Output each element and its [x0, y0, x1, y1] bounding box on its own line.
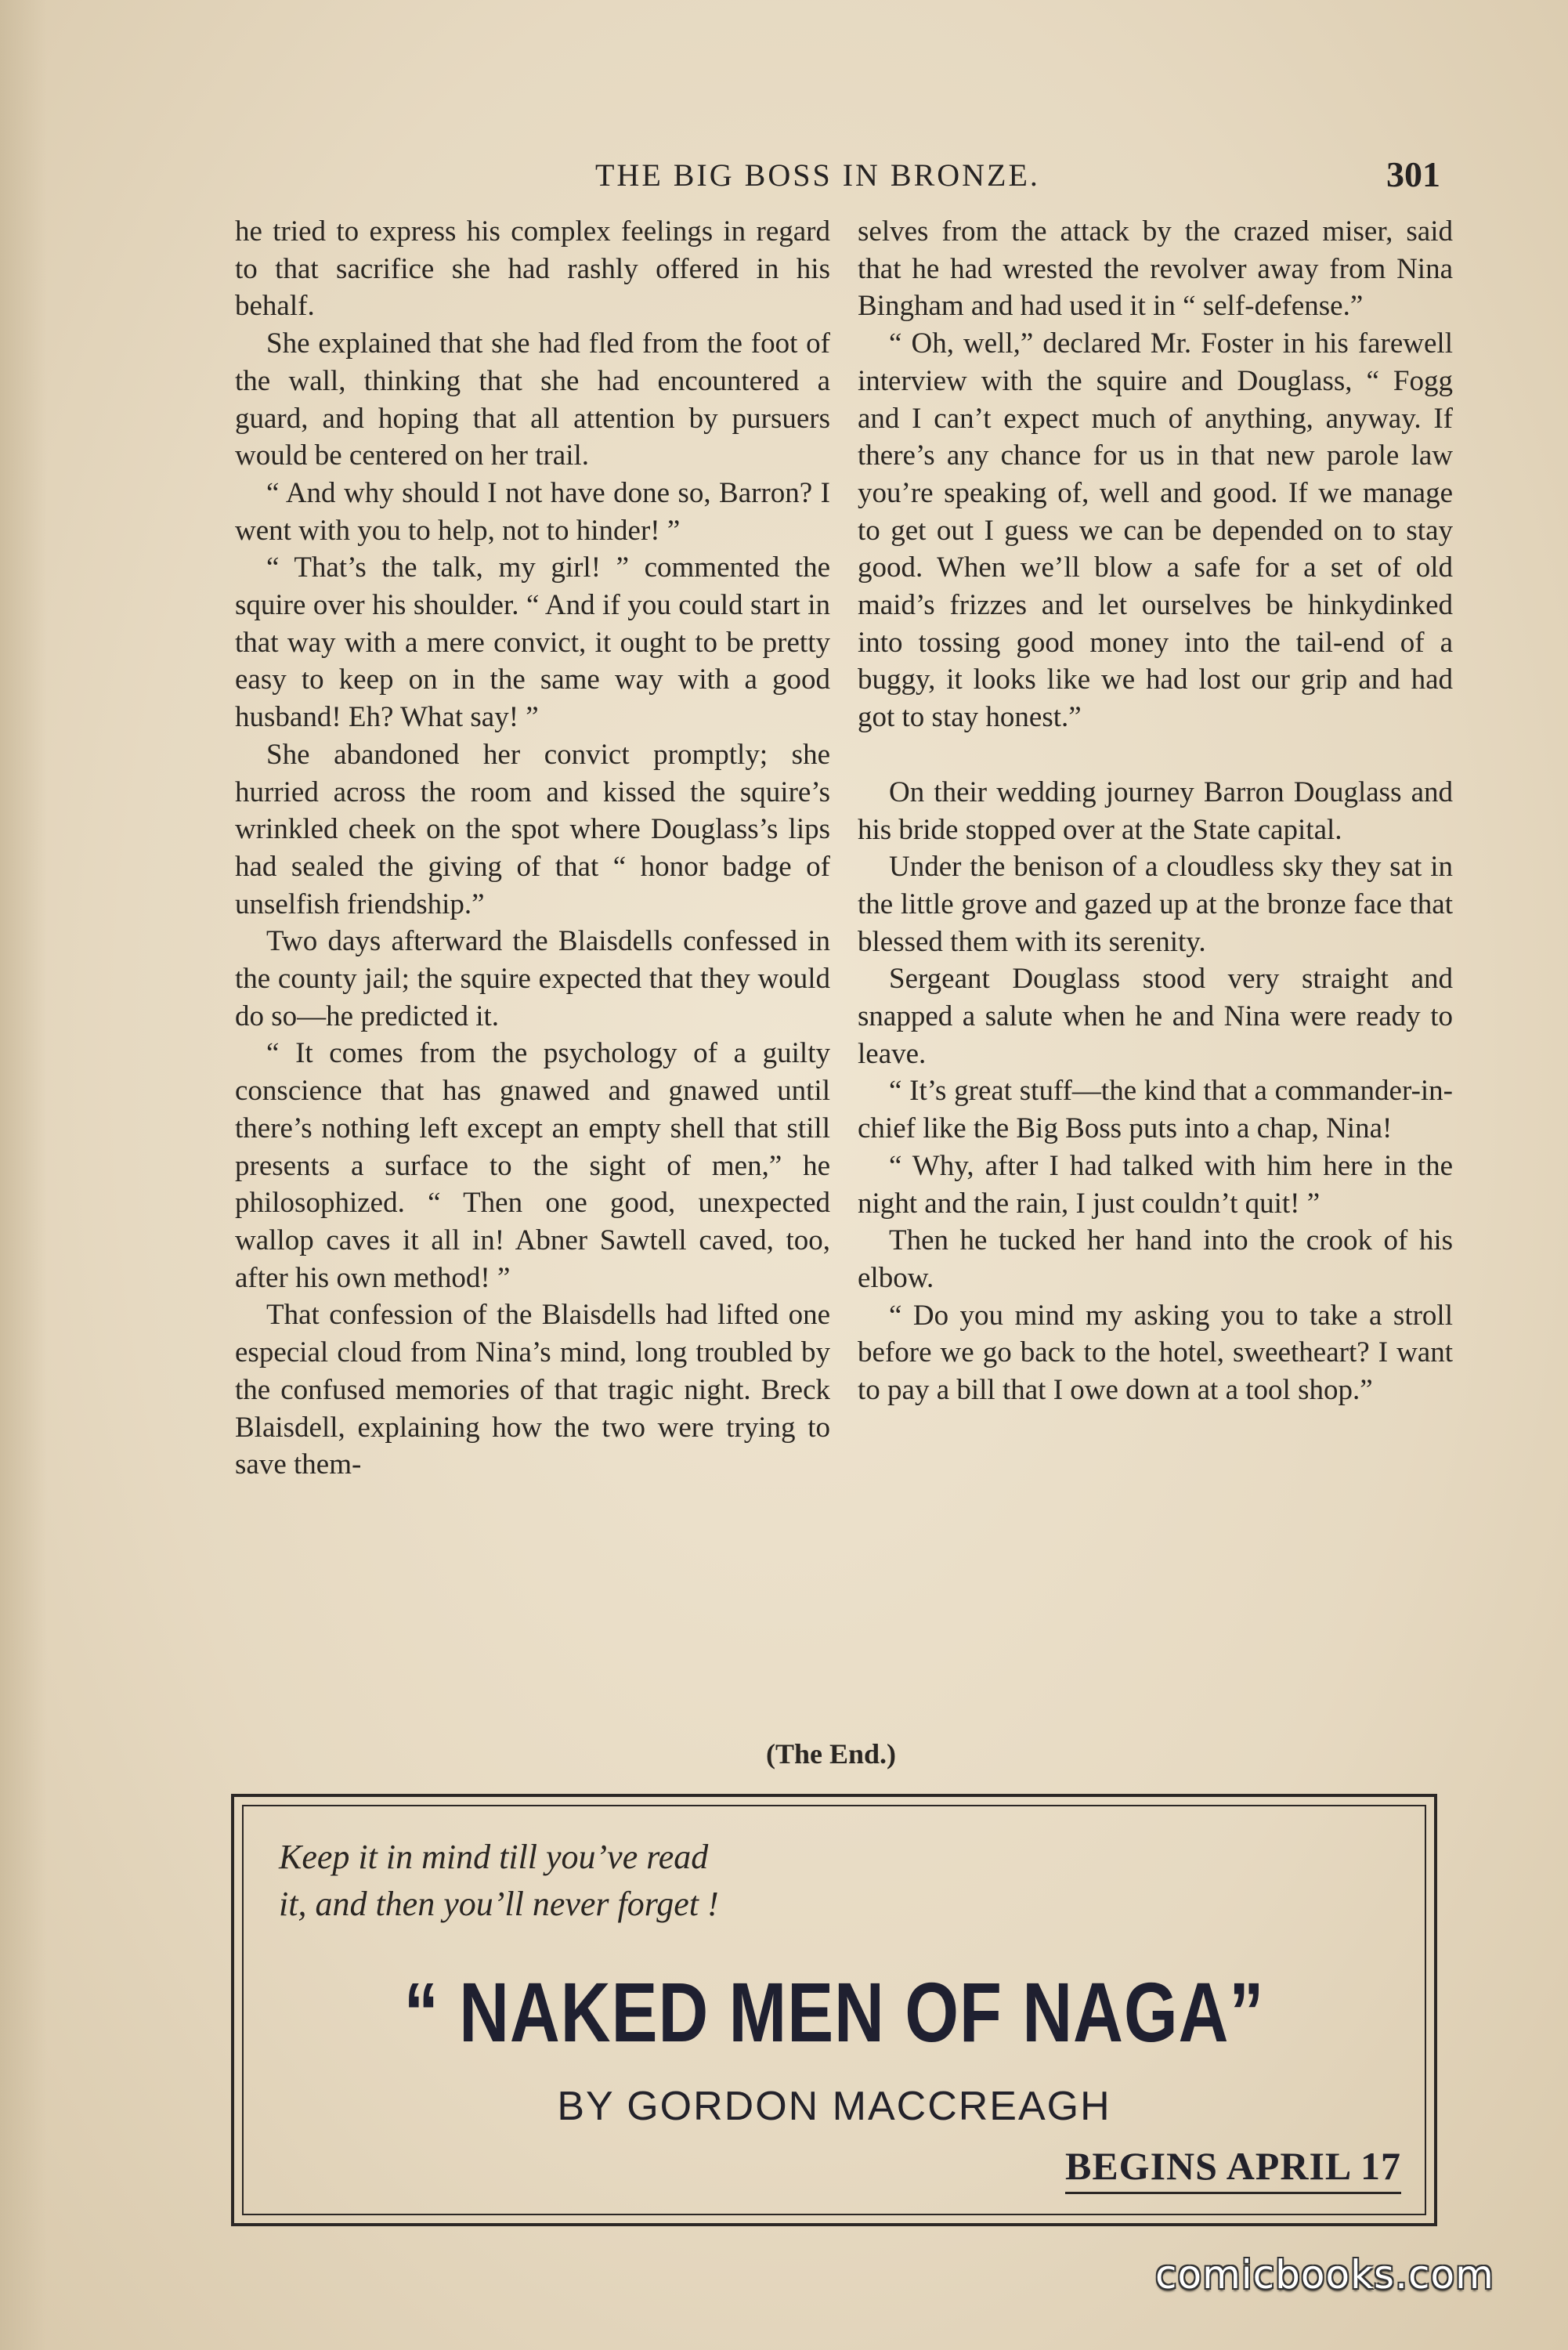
tagline-line-2: it, and then you’ll never forget ! — [279, 1885, 719, 1923]
watermark: comicbooks.com — [1155, 2252, 1494, 2298]
paragraph: Then he tucked her hand into the crook of his elbow. — [858, 1224, 1453, 1294]
paragraph: She abandoned her convict promptly; she hurried across the room and kissed the squire’s wrinkled cheek on the spot where Douglass’s lips had sealed the giving of that “ honor badge of unselfish friendship.” — [235, 738, 830, 920]
paragraph: he tried to express his complex feelings in regard to that sacrifice she had rashly offered in his behalf. — [235, 215, 830, 323]
paragraph: “ Oh, well,” declared Mr. Foster in his farewell interview with the squire and Douglass, “ Fogg and I can’t expect much of anything, anyway. If there’s any chance for us in that new parole law you’re speaking of, well and good. If we manage to get out I guess we can be depended on to stay good. When we’ll blow a safe for a set of old maid’s frizzes and let ourselves be hinkydinked into tossing good money into the tail-end of a buggy, it looks like we had lost our grip and had got to stay honest.” — [858, 327, 1453, 734]
paragraph: Under the benison of a cloudless sky they sat in the little grove and gazed up at the bronze face that blessed them with its serenity. — [858, 851, 1453, 958]
advertisement-begins-date: BEGINS APRIL 17 — [1065, 2143, 1401, 2194]
tagline-line-1: Keep it in mind till you’ve read — [279, 1838, 709, 1876]
paragraph: “ It’s great stuff—the kind that a commander-in-chief like the Big Boss puts into a chap, Nina! — [858, 1075, 1453, 1145]
paragraph: “ Do you mind my asking you to take a stroll before we go back to the hotel, sweetheart? I want to pay a bill that I owe down at a tool shop.” — [858, 1299, 1453, 1407]
right-column — [858, 213, 1453, 1409]
paragraph: That confession of the Blaisdells had lifted one especial cloud from Nina’s mind, long troubled by the confused memories of that tragic night. Breck Blaisdell, explaining how the two were trying to save them- — [235, 1299, 830, 1481]
advertisement-box — [231, 1794, 1437, 2226]
paragraph: She explained that she had fled from the foot of the wall, thinking that she had encountered a guard, and hoping that all attention by pursuers would be centered on her trail. — [235, 327, 830, 472]
paragraph: “ Why, after I had talked with him here in the night and the rain, I just couldn’t quit! ” — [858, 1149, 1453, 1220]
paragraph: “ It comes from the psychology of a guilty conscience that has gnawed and gnawed until there’s nothing left except an empty shell that still presents a surface to the sight of men,” he philosophized. “ Then one good, unexpected wallop caves it all in! Abner Sawtell caved, too, after his own method! ” — [235, 1037, 830, 1294]
paragraph: Two days afterward the Blaisdells confessed in the county jail; the squire expected that they would do so—he predicted it. — [235, 925, 830, 1032]
page-number: 301 — [1386, 154, 1440, 194]
paragraph: On their wedding journey Barron Douglass and his bride stopped over at the State capital. — [858, 776, 1453, 846]
paragraph: “ That’s the talk, my girl! ” commented the squire over his shoulder. “ And if you could start in that way with a mere convict, it ought to be pretty easy to keep on in the same way with a good husband! Eh? What say! ” — [235, 551, 830, 734]
paragraph: selves from the attack by the crazed miser, said that he had wrested the revolver away from Nina Bingham and had used it in “ self-defense.” — [858, 215, 1453, 323]
page-edge-shadow — [0, 0, 47, 2350]
advertisement-inner-border — [242, 1805, 1426, 2215]
paragraph: Sergeant Douglass stood very straight and snapped a salute when he and Nina were ready to leave. — [858, 963, 1453, 1070]
paragraph: “ And why should I not have done so, Barron? I went with you to help, not to hinder! ” — [235, 476, 830, 547]
left-column — [235, 213, 830, 1484]
advertisement-byline: BY GORDON MACCREAGH — [557, 2084, 1111, 2129]
advertisement-tagline — [279, 1834, 874, 1928]
running-head: THE BIG BOSS IN BRONZE. — [595, 157, 1040, 193]
advertisement-title: “ NAKED MEN OF NAGA” — [403, 1965, 1265, 2059]
the-end-label: (The End.) — [765, 1738, 897, 1770]
